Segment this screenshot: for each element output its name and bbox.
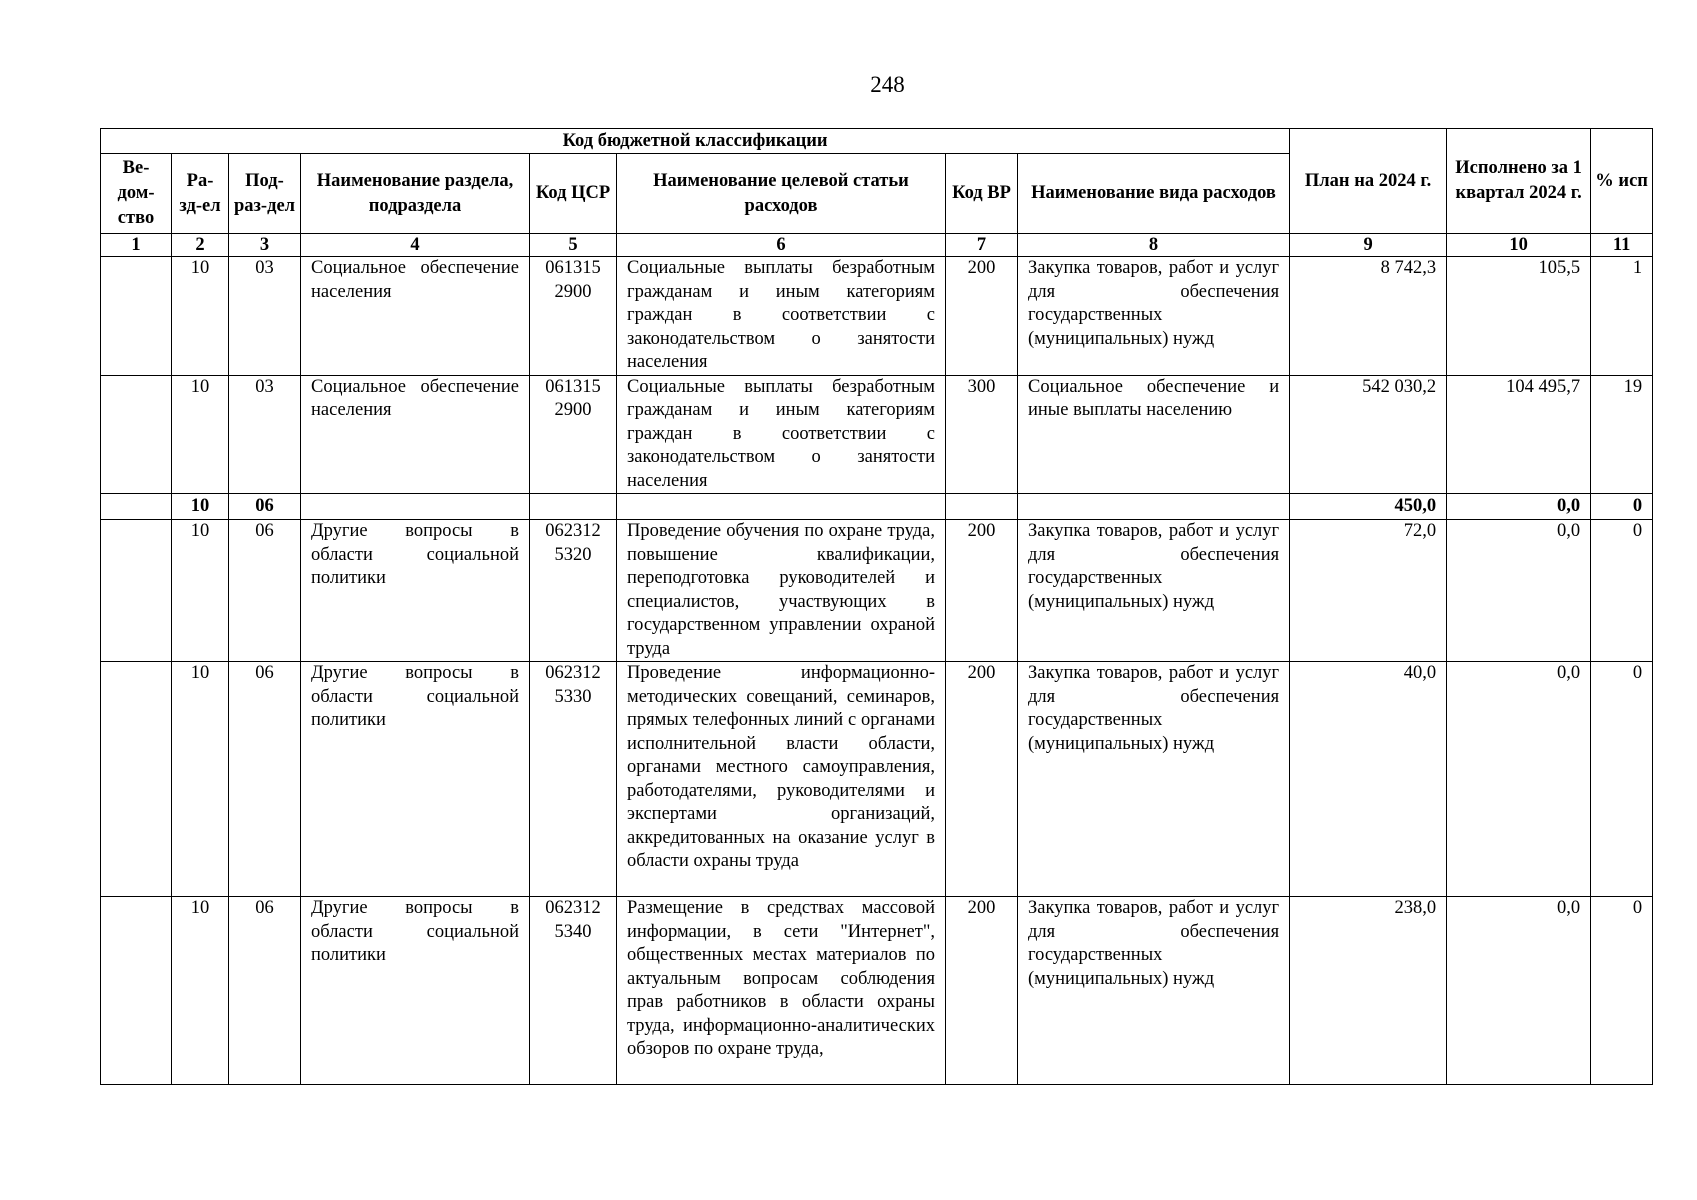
header-razdel-name: Наименование раздела, подраздела	[301, 154, 530, 234]
cell-target-name: Проведение обучения по охране труда, повышение квалификации, переподготовка руководителей и специалистов, участвующих в государственном управлении охраной труда	[617, 520, 946, 662]
cell-podrazdel: 03	[229, 257, 301, 376]
column-number: 8	[1018, 234, 1290, 257]
cell-executed: 0,0	[1447, 662, 1591, 897]
cell-vr-name: Закупка товаров, работ и услуг для обеспечения государственных (муниципальных) нужд	[1018, 520, 1290, 662]
cell-percent: 19	[1591, 375, 1653, 494]
budget-table	[100, 128, 1653, 1085]
column-number: 5	[530, 234, 617, 257]
page-number: 248	[870, 72, 905, 97]
cell-vedomstvo	[101, 662, 172, 897]
cell-razdel-name: Другие вопросы в области социальной политики	[301, 520, 530, 662]
cell-razdel: 10	[172, 897, 229, 1085]
cell-razdel: 10	[172, 520, 229, 662]
cell-vr: 200	[946, 662, 1018, 897]
cell-vr-name: Закупка товаров, работ и услуг для обеспечения государственных (муниципальных) нужд	[1018, 257, 1290, 376]
cell-razdel-name	[301, 494, 530, 520]
cell-razdel: 10	[172, 375, 229, 494]
cell-csr: 061315 2900	[530, 375, 617, 494]
cell-vr-name: Социальное обеспечение и иные выплаты населению	[1018, 375, 1290, 494]
cell-plan: 72,0	[1290, 520, 1447, 662]
cell-podrazdel: 06	[229, 662, 301, 897]
cell-vr-name	[1018, 494, 1290, 520]
cell-csr: 061315 2900	[530, 257, 617, 376]
cell-executed: 0,0	[1447, 897, 1591, 1085]
column-number: 9	[1290, 234, 1447, 257]
cell-vedomstvo	[101, 494, 172, 520]
header-vr: Код ВР	[946, 154, 1018, 234]
header-row-group	[101, 129, 1653, 154]
cell-vr: 300	[946, 375, 1018, 494]
cell-podrazdel: 06	[229, 897, 301, 1085]
cell-csr: 062312 5320	[530, 520, 617, 662]
header-executed: Исполнено за 1 квартал 2024 г.	[1447, 129, 1591, 234]
cell-target-name: Социальные выплаты безработным гражданам и иным категориям граждан в соответствии с законодательством о занятости населения	[617, 257, 946, 376]
cell-plan: 8 742,3	[1290, 257, 1447, 376]
cell-podrazdel: 03	[229, 375, 301, 494]
cell-razdel-name: Другие вопросы в области социальной политики	[301, 897, 530, 1085]
cell-vr-name: Закупка товаров, работ и услуг для обеспечения государственных (муниципальных) нужд	[1018, 662, 1290, 897]
header-target-name: Наименование целевой статьи расходов	[617, 154, 946, 234]
cell-vedomstvo	[101, 375, 172, 494]
cell-vedomstvo	[101, 257, 172, 376]
table-row	[101, 375, 1653, 494]
cell-target-name	[617, 897, 946, 1085]
cell-percent: 1	[1591, 257, 1653, 376]
column-number: 11	[1591, 234, 1653, 257]
cell-percent: 0	[1591, 897, 1653, 1085]
cell-percent: 0	[1591, 520, 1653, 662]
cell-razdel: 10	[172, 662, 229, 897]
cell-executed: 0,0	[1447, 494, 1591, 520]
table-row	[101, 257, 1653, 376]
cell-percent: 0	[1591, 494, 1653, 520]
header-plan: План на 2024 г.	[1290, 129, 1447, 234]
cell-executed: 105,5	[1447, 257, 1591, 376]
column-number: 3	[229, 234, 301, 257]
cell-plan: 40,0	[1290, 662, 1447, 897]
table-row	[101, 897, 1653, 1085]
cell-podrazdel: 06	[229, 494, 301, 520]
cell-target-name: Проведение информационно-методических совещаний, семинаров, прямых телефонных линий с органами исполнительной власти области, органами местного самоуправления, работодателями, руководителями и экспертами организаций, аккредитованных на оказание услуг в области охраны труда	[617, 662, 946, 897]
header-vr-name: Наименование вида расходов	[1018, 154, 1290, 234]
cell-razdel-name: Другие вопросы в области социальной политики	[301, 662, 530, 897]
table-row	[101, 662, 1653, 897]
cell-razdel-name: Социальное обеспечение населения	[301, 257, 530, 376]
cell-razdel: 10	[172, 494, 229, 520]
cell-csr	[530, 494, 617, 520]
cell-csr: 062312 5330	[530, 662, 617, 897]
header-podrazdel: Под-раз-дел	[229, 154, 301, 234]
table-row	[101, 520, 1653, 662]
cell-plan: 450,0	[1290, 494, 1447, 520]
cell-target-name-text: Размещение в средствах массовой информации, в сети "Интернет", общественных местах материалов по актуальным вопросам соблюдения прав работников в области охраны труда, информационно-аналитических обзоров по охране труда,	[627, 898, 935, 1059]
column-number: 2	[172, 234, 229, 257]
cell-target-name: Социальные выплаты безработным гражданам и иным категориям граждан в соответствии с законодательством о занятости населения	[617, 375, 946, 494]
header-vedomstvo: Ве-дом-ство	[101, 154, 172, 234]
cell-vr	[946, 494, 1018, 520]
cell-podrazdel: 06	[229, 520, 301, 662]
cell-razdel: 10	[172, 257, 229, 376]
column-number: 6	[617, 234, 946, 257]
cell-razdel-name: Социальное обеспечение населения	[301, 375, 530, 494]
column-number: 10	[1447, 234, 1591, 257]
cell-vr-name: Закупка товаров, работ и услуг для обеспечения государственных (муниципальных) нужд	[1018, 897, 1290, 1085]
cell-percent: 0	[1591, 662, 1653, 897]
column-number: 7	[946, 234, 1018, 257]
header-row-numbers	[101, 234, 1653, 257]
cell-vr: 200	[946, 520, 1018, 662]
cell-plan: 238,0	[1290, 897, 1447, 1085]
header-razdel: Ра-зд-ел	[172, 154, 229, 234]
cell-plan: 542 030,2	[1290, 375, 1447, 494]
cell-executed: 0,0	[1447, 520, 1591, 662]
cell-target-name	[617, 494, 946, 520]
cell-csr: 062312 5340	[530, 897, 617, 1085]
cell-vr: 200	[946, 897, 1018, 1085]
budget-classification-header: Код бюджетной классификации	[101, 129, 1290, 154]
cell-vedomstvo	[101, 520, 172, 662]
header-percent: % исп	[1591, 129, 1653, 234]
cell-vr: 200	[946, 257, 1018, 376]
column-number: 1	[101, 234, 172, 257]
table-row-subtotal	[101, 494, 1653, 520]
column-number: 4	[301, 234, 530, 257]
cell-vedomstvo	[101, 897, 172, 1085]
cell-executed: 104 495,7	[1447, 375, 1591, 494]
header-csr: Код ЦСР	[530, 154, 617, 234]
